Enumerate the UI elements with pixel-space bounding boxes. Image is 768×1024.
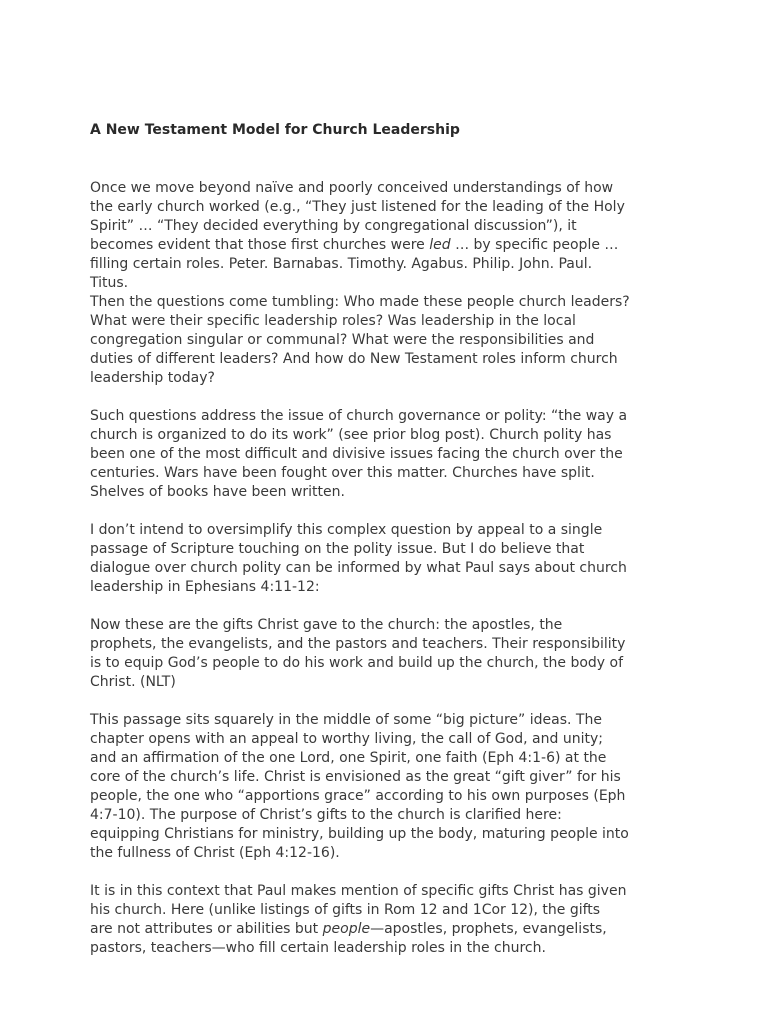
text-run: It is in this context that Paul makes mention of specific gifts Christ has given — [90, 883, 627, 899]
text-run: core of the church’s life. Christ is envisioned as the great “gift giver” for his — [90, 769, 621, 785]
document-body — [90, 179, 690, 958]
text-line — [90, 255, 690, 274]
text-line — [90, 806, 690, 825]
text-line — [90, 198, 690, 217]
document-title: A New Testament Model for Church Leadership — [90, 122, 460, 138]
text-run: Once we move beyond naïve and poorly conceived understandings of how — [90, 180, 614, 196]
text-line — [90, 274, 690, 293]
text-line — [90, 179, 690, 198]
paragraph-gap — [90, 692, 690, 711]
text-line — [90, 787, 690, 806]
text-run: prophets, the evangelists, and the pastors and teachers. Their responsibility — [90, 636, 626, 652]
paragraph — [90, 179, 690, 388]
text-line — [90, 293, 690, 312]
paragraph-gap — [90, 502, 690, 521]
text-run: people, the one who “apportions grace” according to his own purposes (Eph — [90, 788, 626, 804]
text-line — [90, 673, 690, 692]
text-line — [90, 407, 690, 426]
text-line — [90, 825, 690, 844]
paragraph — [90, 521, 690, 597]
text-line — [90, 312, 690, 331]
text-run: the early church worked (e.g., “They just listened for the leading of the Holy — [90, 199, 625, 215]
text-run: centuries. Wars have been fought over this matter. Churches have split. — [90, 465, 595, 481]
text-line — [90, 635, 690, 654]
text-run: passage of Scripture touching on the polity issue. But I do believe that — [90, 541, 585, 557]
text-run: Such questions address the issue of church governance or polity: “the way a — [90, 408, 628, 424]
text-run: filling certain roles. Peter. Barnabas. Timothy. Agabus. Philip. John. Paul. — [90, 256, 593, 272]
text-run: I don’t intend to oversimplify this complex question by appeal to a single — [90, 522, 603, 538]
text-line — [90, 464, 690, 483]
text-run: duties of different leaders? And how do New Testament roles inform church — [90, 351, 618, 367]
text-run: equipping Christians for ministry, building up the body, maturing people into — [90, 826, 629, 842]
text-line — [90, 559, 690, 578]
text-line — [90, 844, 690, 863]
text-run: Titus. — [90, 275, 129, 291]
text-line — [90, 445, 690, 464]
text-run: congregation singular or communal? What were the responsibilities and — [90, 332, 595, 348]
paragraph-gap — [90, 388, 690, 407]
text-run: This passage sits squarely in the middle of some “big picture” ideas. The — [90, 712, 602, 728]
text-run: leadership in Ephesians 4:11-12: — [90, 579, 320, 595]
text-run: is to equip God’s people to do his work and build up the church, the body of — [90, 655, 624, 671]
text-run: becomes evident that those first churches were — [90, 237, 430, 253]
text-run: 4:7-10). The purpose of Christ’s gifts to the church is clarified here: — [90, 807, 562, 823]
text-line — [90, 578, 690, 597]
text-run: Spirit” … “They decided everything by congregational discussion”), it — [90, 218, 577, 234]
text-line — [90, 749, 690, 768]
paragraph — [90, 882, 690, 958]
text-line — [90, 711, 690, 730]
text-line — [90, 882, 690, 901]
text-run: chapter opens with an appeal to worthy living, the call of God, and unity; — [90, 731, 603, 747]
text-line — [90, 768, 690, 787]
text-run: and an affirmation of the one Lord, one Spirit, one faith (Eph 4:1-6) at the — [90, 750, 607, 766]
text-run: … by specific people … — [450, 237, 619, 253]
emphasis-text: people — [322, 921, 371, 937]
paragraph — [90, 711, 690, 863]
text-run: his church. Here (unlike listings of gifts in Rom 12 and 1Cor 12), the gifts — [90, 902, 601, 918]
text-line — [90, 521, 690, 540]
text-line — [90, 920, 690, 939]
text-line — [90, 616, 690, 635]
text-run: Shelves of books have been written. — [90, 484, 345, 500]
text-line — [90, 369, 690, 388]
document-page — [90, 120, 690, 958]
text-run: —apostles, prophets, evangelists, — [370, 921, 607, 937]
paragraph-gap — [90, 863, 690, 882]
text-line — [90, 426, 690, 445]
text-run: pastors, teachers—who fill certain leadership roles in the church. — [90, 940, 546, 956]
text-line — [90, 540, 690, 559]
text-run: are not attributes or abilities but — [90, 921, 323, 937]
text-run: church is organized to do its work” (see prior blog post). Church polity has — [90, 427, 612, 443]
text-run: Then the questions come tumbling: Who made these people church leaders? — [90, 294, 630, 310]
emphasis-text: led — [429, 237, 451, 253]
text-line — [90, 483, 690, 502]
text-run: Now these are the gifts Christ gave to the church: the apostles, the — [90, 617, 563, 633]
text-line — [90, 654, 690, 673]
text-line — [90, 331, 690, 350]
text-run: dialogue over church polity can be informed by what Paul says about church — [90, 560, 627, 576]
text-line — [90, 236, 690, 255]
text-line — [90, 939, 690, 958]
text-run: Christ. (NLT) — [90, 674, 176, 690]
text-line — [90, 217, 690, 236]
paragraph — [90, 616, 690, 692]
text-run: the fullness of Christ (Eph 4:12-16). — [90, 845, 340, 861]
text-line — [90, 350, 690, 369]
text-line — [90, 730, 690, 749]
text-run: been one of the most difficult and divisive issues facing the church over the — [90, 446, 623, 462]
paragraph — [90, 407, 690, 502]
text-run: leadership today? — [90, 370, 215, 386]
text-line — [90, 901, 690, 920]
text-run: What were their specific leadership roles? Was leadership in the local — [90, 313, 576, 329]
paragraph-gap — [90, 597, 690, 616]
